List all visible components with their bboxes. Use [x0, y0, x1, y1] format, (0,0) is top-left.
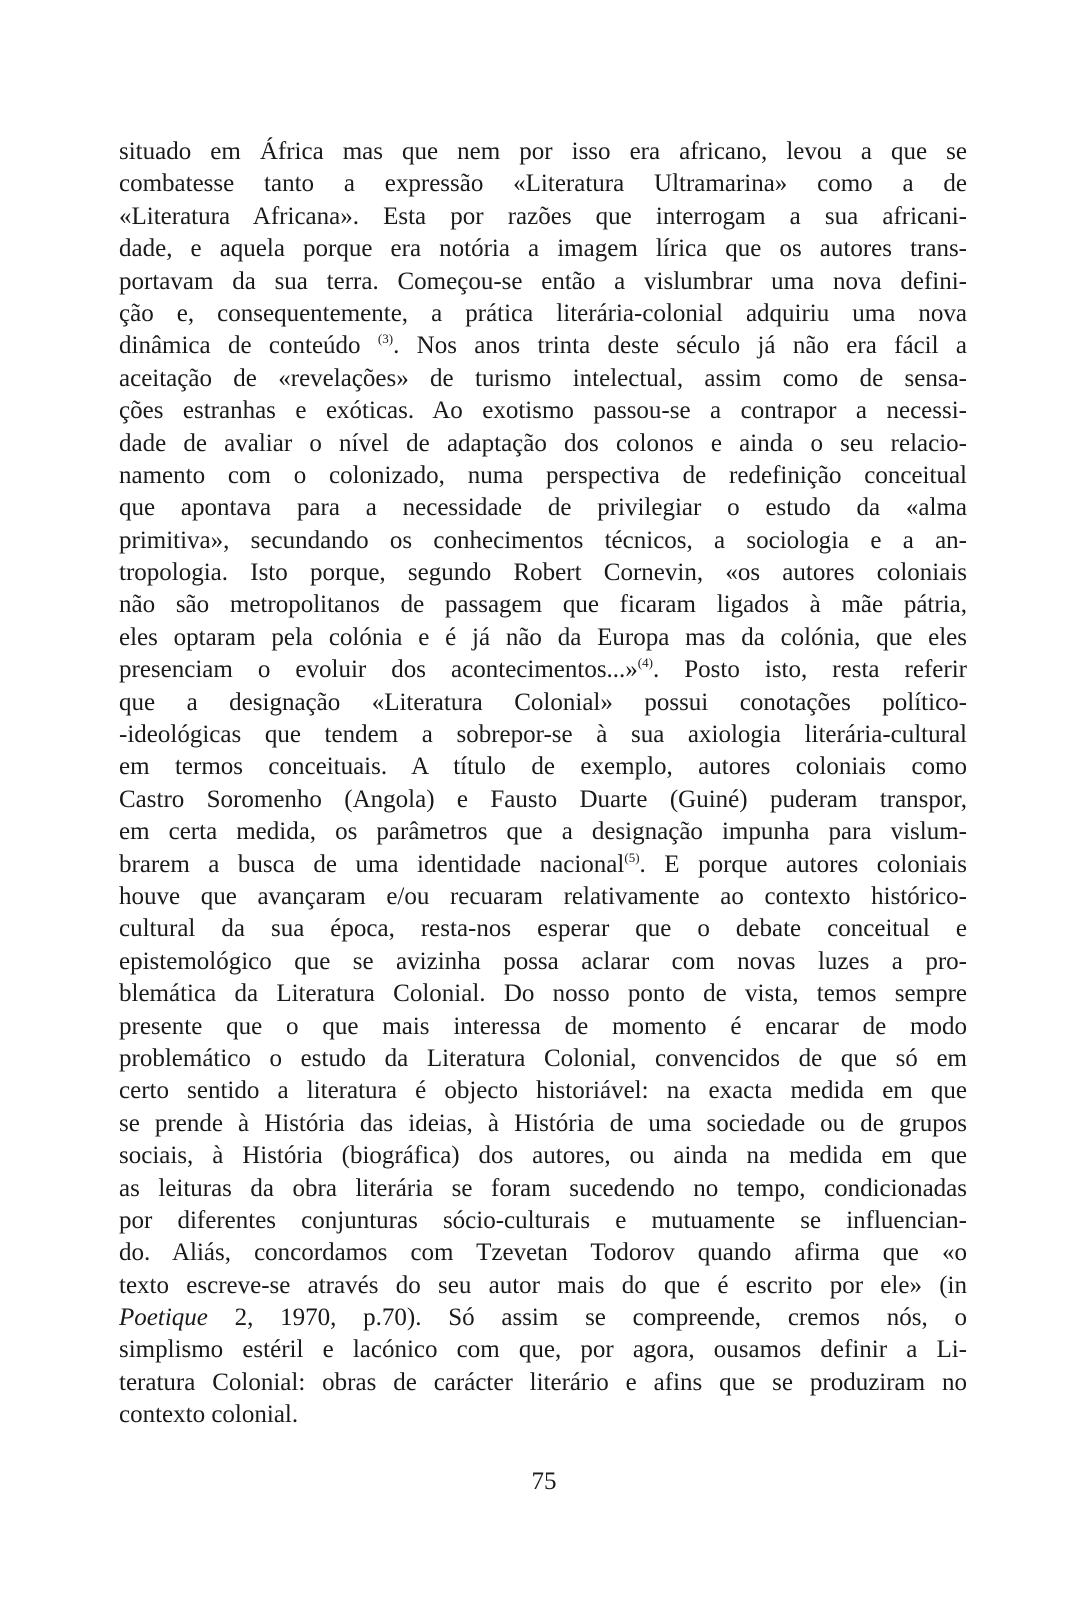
text-line: [119, 136, 967, 168]
text-line: [119, 298, 967, 330]
italic-title: Poetique: [119, 1304, 208, 1332]
text-segment: certo sentido a literatura é objecto historiável: na exacta medida em que: [119, 1077, 967, 1105]
text-line: [119, 492, 967, 524]
text-line: [119, 1140, 967, 1172]
text-line: [119, 1011, 967, 1043]
text-line: [119, 428, 967, 460]
text-line: [119, 622, 967, 654]
text-segment: brarem a busca de uma identidade nacional: [119, 850, 625, 878]
text-line: [119, 784, 967, 816]
text-line: [119, 557, 967, 589]
text-segment: se prende à História das ideias, à História de uma sociedade ou de grupos: [119, 1109, 967, 1137]
footnote-ref: (3): [377, 331, 394, 347]
text-segment: dade, e aquela porque era notória a imagem lírica que os autores trans-: [119, 235, 967, 263]
text-line: [119, 751, 967, 783]
text-line: [119, 363, 967, 395]
text-segment: do. Aliás, concordamos com Tzevetan Todorov quando afirma que «o: [119, 1239, 967, 1267]
text-segment: portavam da sua terra. Começou-se então a vislumbrar uma nova defini-: [119, 267, 967, 295]
text-segment: Castro Soromenho (Angola) e Fausto Duarte (Guiné) puderam transpor,: [119, 785, 967, 813]
text-segment: situado em África mas que nem por isso era africano, levou a que se: [119, 138, 967, 165]
text-line: [119, 1270, 967, 1302]
text-line: [119, 1399, 967, 1431]
text-line: [119, 589, 967, 621]
text-line: [119, 168, 967, 200]
text-segment: presente que o que mais interessa de momento é encarar de modo: [119, 1012, 967, 1040]
text-segment: ções estranhas e exóticas. Ao exotismo passou-se a contrapor a necessi-: [119, 397, 967, 425]
text-line: [119, 330, 967, 362]
text-line: [119, 816, 967, 848]
text-segment: houve que avançaram e/ou recuaram relativamente ao contexto histórico-: [119, 882, 967, 910]
text-line: [119, 1334, 967, 1366]
text-segment: não são metropolitanos de passagem que ficaram ligados à mãe pátria,: [119, 591, 967, 619]
text-segment: . E porque autores coloniais: [639, 850, 967, 878]
text-segment: aceitação de «revelações» de turismo intelectual, assim como de sensa-: [119, 364, 967, 392]
text-segment: problemático o estudo da Literatura Colonial, convencidos de que só em: [119, 1044, 967, 1072]
text-segment: «Literatura Africana». Esta por razões que interrogam a sua africani-: [119, 202, 967, 230]
text-segment: eles optaram pela colónia e é já não da Europa mas da colónia, que eles: [119, 623, 967, 651]
text-segment: texto escreve-se através do seu autor mais do que é escrito por ele» (in: [119, 1271, 967, 1299]
text-segment: primitiva», secundando os conhecimentos técnicos, a sociologia e a an-: [119, 526, 967, 554]
text-line: [119, 946, 967, 978]
text-line: [119, 525, 967, 557]
text-line: [119, 913, 967, 945]
text-line: [119, 687, 967, 719]
text-segment: que a designação «Literatura Colonial» possui conotações político-: [119, 688, 967, 716]
text-segment: -ideológicas que tendem a sobrepor-se à sua axiologia literária-cultural: [119, 721, 967, 749]
text-segment: . Posto isto, resta referir: [652, 656, 967, 684]
text-segment: que apontava para a necessidade de privilegiar o estudo da «alma: [119, 494, 967, 522]
text-segment: dinâmica de conteúdo: [119, 332, 378, 360]
text-line: [119, 233, 967, 265]
text-segment: dade de avaliar o nível de adaptação dos colonos e ainda o seu relacio-: [119, 429, 967, 457]
text-segment: ção e, consequentemente, a prática literária-colonial adquiriu uma nova: [119, 299, 967, 327]
text-segment: tropologia. Isto porque, segundo Robert Cornevin, «os autores coloniais: [119, 559, 967, 587]
text-line: [119, 1205, 967, 1237]
text-segment: cultural da sua época, resta-nos esperar que o debate conceitual e: [119, 915, 967, 943]
text-line: [119, 1108, 967, 1140]
text-segment: sociais, à História (biográfica) dos autores, ou ainda na medida em que: [119, 1142, 967, 1170]
body-text: [119, 136, 967, 1432]
text-line: [119, 395, 967, 427]
text-line: [119, 1043, 967, 1075]
text-line: [119, 654, 967, 686]
text-line: [119, 266, 967, 298]
text-segment: namento com o colonizado, numa perspectiva de redefinição conceitual: [119, 461, 967, 489]
text-segment: por diferentes conjunturas sócio-culturais e mutuamente se influencian-: [119, 1206, 967, 1234]
footnote-ref: (5): [624, 849, 640, 865]
text-segment: 2, 1970, p.70). Só assim se compreende, cremos nós, o: [207, 1304, 967, 1332]
text-segment: simplismo estéril e lacónico com que, por agora, ousamos definir a Li-: [119, 1336, 967, 1364]
text-segment: contexto colonial.: [119, 1401, 299, 1429]
text-line: [119, 201, 967, 233]
text-line: [119, 719, 967, 751]
text-line: [119, 849, 967, 881]
text-segment: presenciam o evoluir dos acontecimentos...»: [119, 656, 638, 684]
text-segment: epistemológico que se avizinha possa aclarar com novas luzes a pro-: [119, 947, 967, 975]
text-line: [119, 1173, 967, 1205]
text-line: [119, 978, 967, 1010]
text-segment: as leituras da obra literária se foram sucedendo no tempo, condicionadas: [119, 1174, 967, 1202]
text-segment: teratura Colonial: obras de carácter literário e afins que se produziram no: [119, 1368, 967, 1396]
text-segment: em termos conceituais. A título de exemplo, autores coloniais como: [119, 753, 967, 781]
footnote-ref: (4): [637, 655, 653, 671]
text-segment: . Nos anos trinta deste século já não era fácil a: [393, 332, 967, 360]
text-segment: combatesse tanto a expressão «Literatura Ultramarina» como a de: [119, 170, 967, 198]
text-segment: blemática da Literatura Colonial. Do nosso ponto de vista, temos sempre: [119, 980, 967, 1008]
text-line: [119, 1367, 967, 1399]
text-line: [119, 1237, 967, 1269]
text-line: [119, 460, 967, 492]
text-line: [119, 1075, 967, 1107]
text-segment: em certa medida, os parâmetros que a designação impunha para vislum-: [119, 818, 967, 846]
page-number: 75: [531, 1468, 557, 1495]
text-line: [119, 881, 967, 913]
text-line: [119, 1302, 967, 1334]
